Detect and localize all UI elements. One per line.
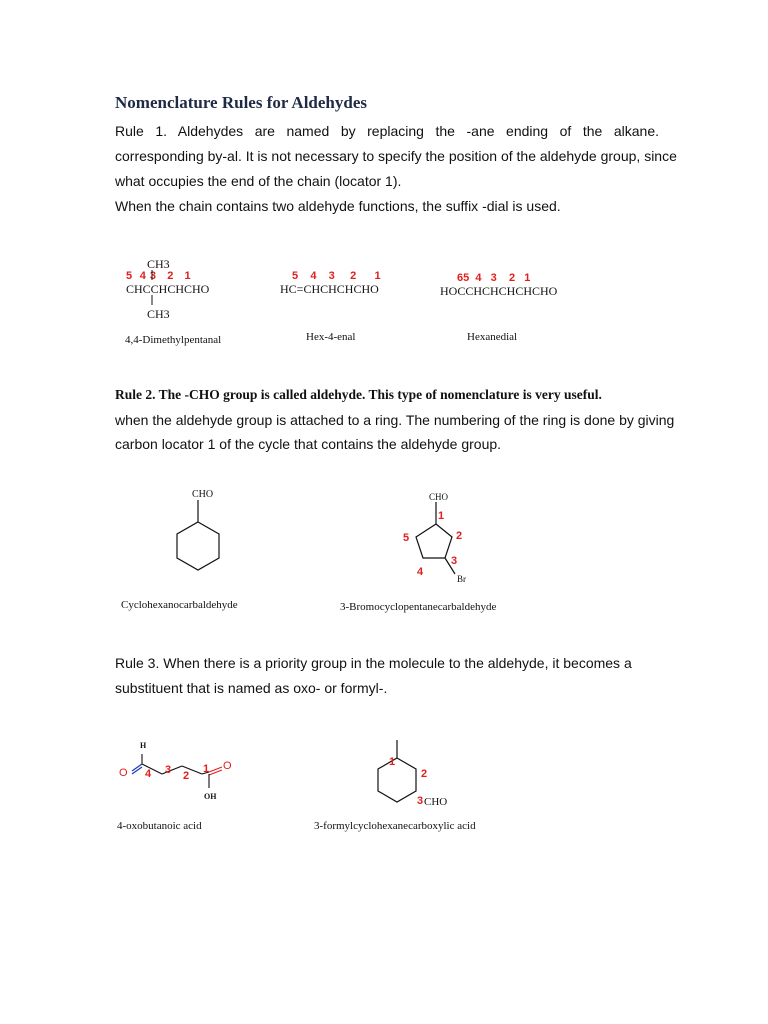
- ex6-oh-label: OH: [204, 792, 217, 801]
- ex2-locants: 5 4 3 2 1: [292, 270, 381, 282]
- oxobutanoic-acid-skeleton: [125, 752, 235, 802]
- ex4-cho-label: CHO: [192, 489, 214, 500]
- ex2-name: Hex-4-enal: [306, 331, 356, 343]
- ex5-locant-3: 3: [451, 555, 458, 567]
- ex1-locants: 5 4 3 2 1: [126, 270, 192, 282]
- ex7-locant-3: 3: [417, 795, 424, 807]
- rule2-line1: when the aldehyde group is attached to a ring. The numbering of the ring is done by giving: [115, 412, 675, 428]
- ex1-ch3-bottom: CH3: [147, 307, 170, 321]
- ex2-formula: HC=CHCHCHCHO: [280, 282, 379, 296]
- ex6-locant-4: 4: [145, 768, 152, 780]
- ex4-name: Cyclohexanocarbaldehyde: [121, 599, 238, 611]
- ex7-locant-1: 1: [389, 756, 396, 768]
- ex1-formula: CHCCHCHCHO: [126, 282, 210, 296]
- ex6-o-right: O: [223, 760, 232, 772]
- ex5-name: 3-Bromocyclopentanecarbaldehyde: [340, 601, 497, 613]
- ex6-h-label: H: [140, 741, 147, 750]
- ex1-ch3-top: CH3: [147, 257, 170, 271]
- ex3-locants: 65 4 3 2 1: [457, 272, 531, 284]
- ex5-br-label: Br: [457, 574, 466, 584]
- rule3-line2: substituent that is named as oxo- or formyl-.: [115, 680, 388, 696]
- rule1-line4: When the chain contains two aldehyde functions, the suffix -dial is used.: [115, 198, 561, 214]
- ex7-locant-2: 2: [421, 768, 428, 780]
- ex3-formula: HOCCHCHCHCHCHO: [440, 284, 558, 298]
- rule3-line1: Rule 3. When there is a priority group in the molecule to the aldehyde, it becomes a: [115, 655, 632, 671]
- ex5-cho-label: CHO: [429, 492, 449, 502]
- ex1-bond-lines: [147, 268, 157, 338]
- cyclohexane-ring-diagram: [163, 498, 233, 578]
- ex6-locant-2: 2: [183, 770, 190, 782]
- page-title: Nomenclature Rules for Aldehydes: [115, 93, 368, 112]
- rule2-line2: carbon locator 1 of the cycle that contains the aldehyde group.: [115, 436, 502, 452]
- ex7-name: 3-formylcyclohexanecarboxylic acid: [314, 820, 476, 832]
- ex5-locant-1: 1: [438, 510, 445, 522]
- ex5-locant-2: 2: [456, 530, 463, 542]
- ex6-locant-1: 1: [203, 763, 210, 775]
- ex1-name: 4,4-Dimethylpentanal: [125, 334, 222, 346]
- ex7-cho-label: CHO: [424, 796, 448, 808]
- ex5-locant-5: 5: [403, 532, 410, 544]
- rule1-line1: Rule 1. Aldehydes are named by replacing the -ane ending of the alkane.: [115, 123, 659, 139]
- ex6-name: 4-oxobutanoic acid: [117, 820, 202, 832]
- ex3-name: Hexanedial: [467, 331, 518, 343]
- ex6-o-left: O: [119, 767, 128, 779]
- ex5-locant-4: 4: [417, 566, 424, 578]
- rule2-heading: Rule 2. The -CHO group is called aldehyde. This type of nomenclature is very useful.: [115, 387, 602, 402]
- rule1-line3: what occupies the end of the chain (locator 1).: [115, 173, 402, 189]
- ex6-locant-3: 3: [165, 764, 172, 776]
- rule1-line2: corresponding by-al. It is not necessary to specify the position of the aldehyde group, since: [115, 148, 677, 164]
